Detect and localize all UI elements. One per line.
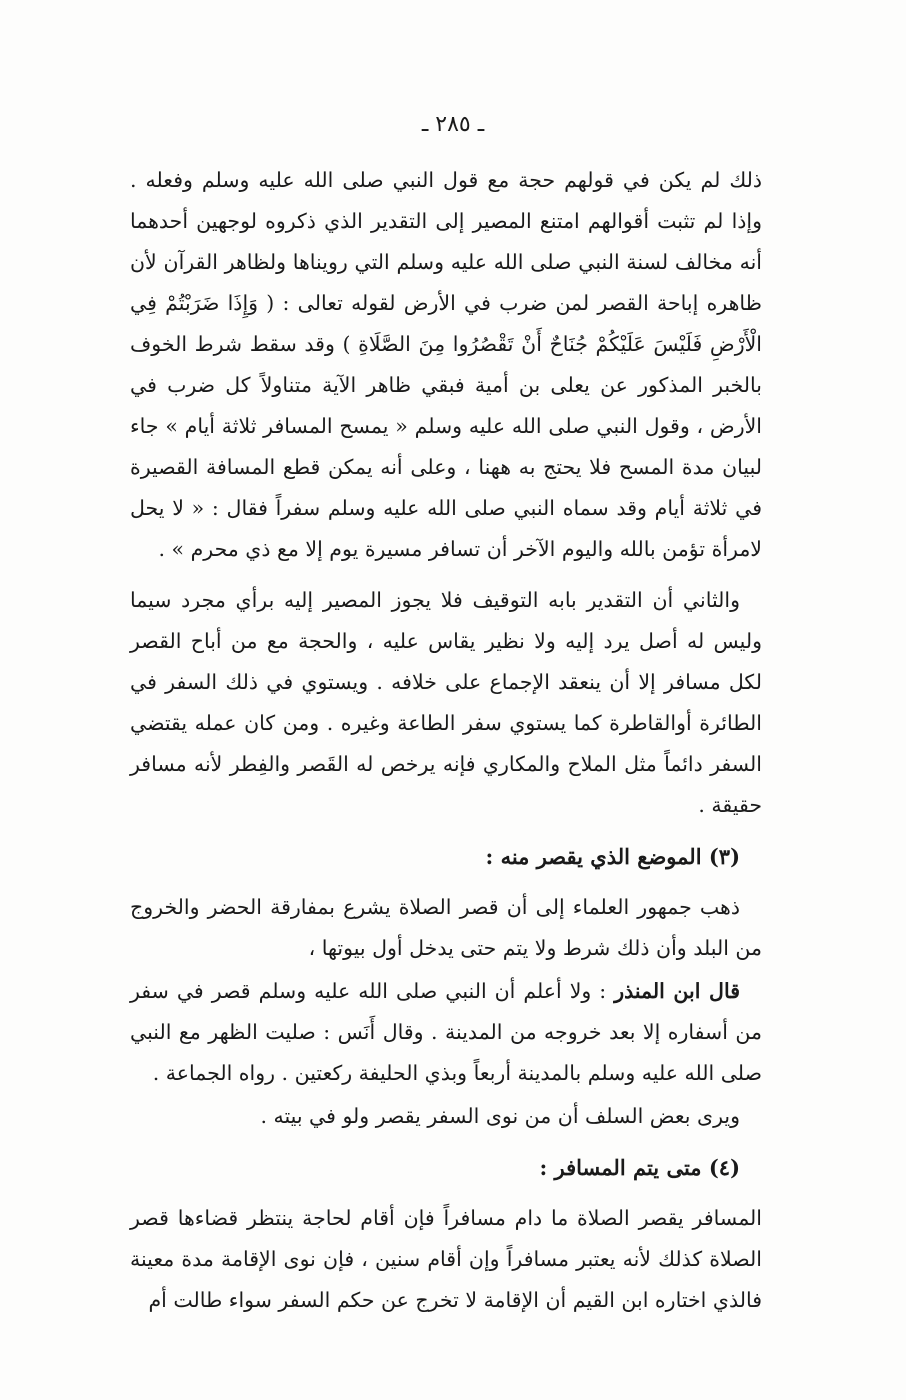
ibn-almundhir-text: : ولا أعلم أن النبي صلى الله عليه وسلم قصر في سفر من أسفاره إلا بعد خروجه من المدينة . وقال أَنَس : صليت الظهر مع النبي صلى الله عليه وسلم بالمدينة أربعاً وبذي الحليفة ركعتين . رواه الجماعة . [130,979,762,1085]
paragraph-second-reason: والثاني أن التقدير بابه التوقيف فلا يجوز المصير إليه برأي مجرد سيما وليس له أصل يرد إليه ولا نظير يقاس عليه ، والحجة مع من أباح القصر لكل مسافر إلا أن ينعقد الإجماع على خلافه . ويستوي في ذلك السفر في الطائرة أوالقاطرة كما يستوي سفر الطاعة وغيره . ومن كان عمله يقتضي السفر دائماً مثل الملاح والمكاري فإنه يرخص له القَصر والفِطر لأنه مسافر حقيقة . [130,588,762,817]
paragraph-ibn-almundhir [130,971,762,1094]
section-heading-when-traveler-completes: (٤) متى يتم المسافر : [539,1155,740,1180]
paragraph-majority-view: ذهب جمهور العلماء إلى أن قصر الصلاة يشرع بمفارقة الحضر والخروج من البلد وأن ذلك شرط ولا يتم حتى يدخل أول بيوتها ، [130,895,762,960]
page-body [130,160,762,1331]
paragraph-salaf-view: ويرى بعض السلف أن من نوى السفر يقصر ولو في بيته . [260,1104,740,1128]
ibn-almundhir-lead: قال ابن المنذر [614,979,740,1003]
page-number: ـ ٢٨٥ ـ [421,112,485,137]
paragraph-reply-argument: ذلك لم يكن في قولهم حجة مع قول النبي صلى الله عليه وسلم وفعله . وإذا لم تثبت أقوالهم امتنع المصير إلى التقدير الذي ذكروه لوجهين أحدهما أنه مخالف لسنة النبي صلى الله عليه وسلم التي رويناها ولظاهر القرآن لأن ظاهره إباحة القصر لمن ضرب في الأرض لقوله تعالى : ( وَإِذَا ضَرَبْتُمْ فِي الْأَرْضِ فَلَيْسَ عَلَيْكُمْ جُنَاحٌ أَنْ تَقْصُرُوا مِنَ الصَّلَاةِ ) وقد سقط شرط الخوف بالخبر المذكور عن يعلى بن أمية فبقي ظاهر الآية متناولاً كل ضرب في الأرض ، وقول النبي صلى الله عليه وسلم « يمسح المسافر ثلاثة أيام » جاء لبيان مدة المسح فلا يحتج به ههنا ، وعلى أنه يمكن قطع المسافة القصيرة في ثلاثة أيام وقد سماه النبي صلى الله عليه وسلم سفراً فقال : « لا يحل لامرأة تؤمن بالله واليوم الآخر أن تسافر مسيرة يوم إلا مع ذي محرم » . [130,168,762,561]
paragraph-traveler-residence: المسافر يقصر الصلاة ما دام مسافراً فإن أقام لحاجة ينتظر قضاءها قصر الصلاة كذلك لأنه يعتبر مسافراً وإن أقام سنين ، فإن نوى الإقامة مدة معينة فالذي اختاره ابن القيم أن الإقامة لا تخرج عن حكم السفر سواء طالت أم [130,1206,762,1312]
section-heading-place-of-shortening: (٣) الموضع الذي يقصر منه : [485,844,740,869]
